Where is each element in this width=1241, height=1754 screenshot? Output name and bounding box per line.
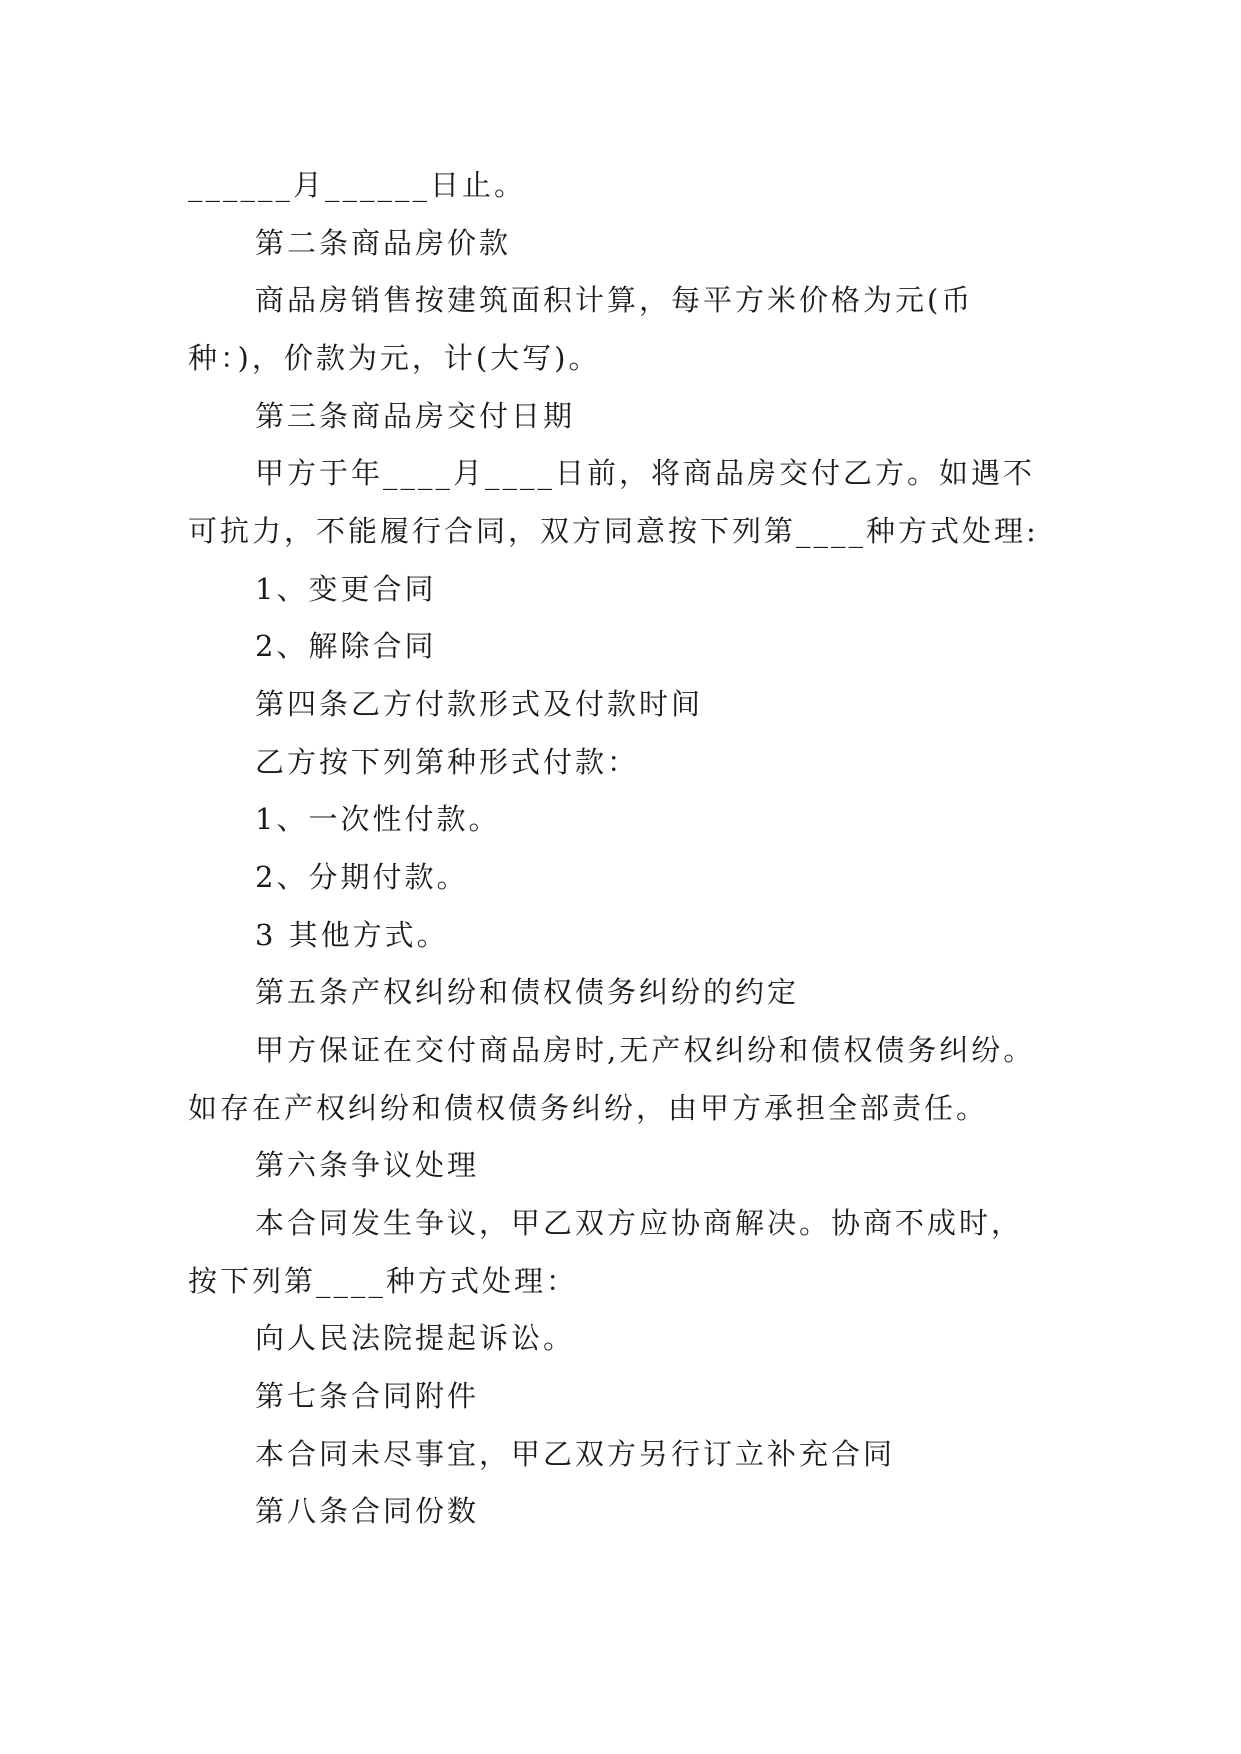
section-heading: 第六条争议处理 [255,1148,480,1182]
paragraph-line: 向人民法院提起诉讼。 [255,1321,576,1355]
paragraph-line: 可抗力，不能履行合同，双方同意按下列第____种方式处理: [188,514,1039,548]
section-heading: 第三条商品房交付日期 [255,399,576,433]
text-line: ______月______日止。 [188,168,527,202]
section-heading: 第七条合同附件 [255,1379,480,1413]
paragraph-line: 本合同未尽事宜，甲乙双方另行订立补充合同 [255,1437,896,1471]
paragraph-line: 本合同发生争议，甲乙双方应协商解决。协商不成时， [255,1206,1024,1240]
list-item: 3 其他方式。 [255,918,449,952]
list-item: 1、变更合同 [255,572,437,606]
paragraph-line: 乙方按下列第种形式付款： [255,745,640,779]
paragraph-line: 如存在产权纠纷和债权债务纠纷，由甲方承担全部责任。 [188,1091,989,1125]
list-item: 1、一次性付款。 [255,802,501,836]
list-item: 2、解除合同 [255,629,437,663]
section-heading: 第二条商品房价款 [255,226,512,260]
paragraph-line: 按下列第____种方式处理： [188,1264,579,1298]
paragraph-line: 甲方于年____月____日前，将商品房交付乙方。如遇不 [255,456,1036,490]
section-heading: 第五条产权纠纷和债权债务纠纷的约定 [255,975,800,1009]
section-heading: 第八条合同份数 [255,1494,480,1528]
paragraph-line: 种：)，价款为元，计(大写)。 [188,341,601,375]
paragraph-line: 甲方保证在交付商品房时,无产权纠纷和债权债务纠纷。 [255,1033,1036,1067]
paragraph-line: 商品房销售按建筑面积计算，每平方米价格为元(币 [255,283,974,317]
section-heading: 第四条乙方付款形式及付款时间 [255,687,704,721]
list-item: 2、分期付款。 [255,860,469,894]
